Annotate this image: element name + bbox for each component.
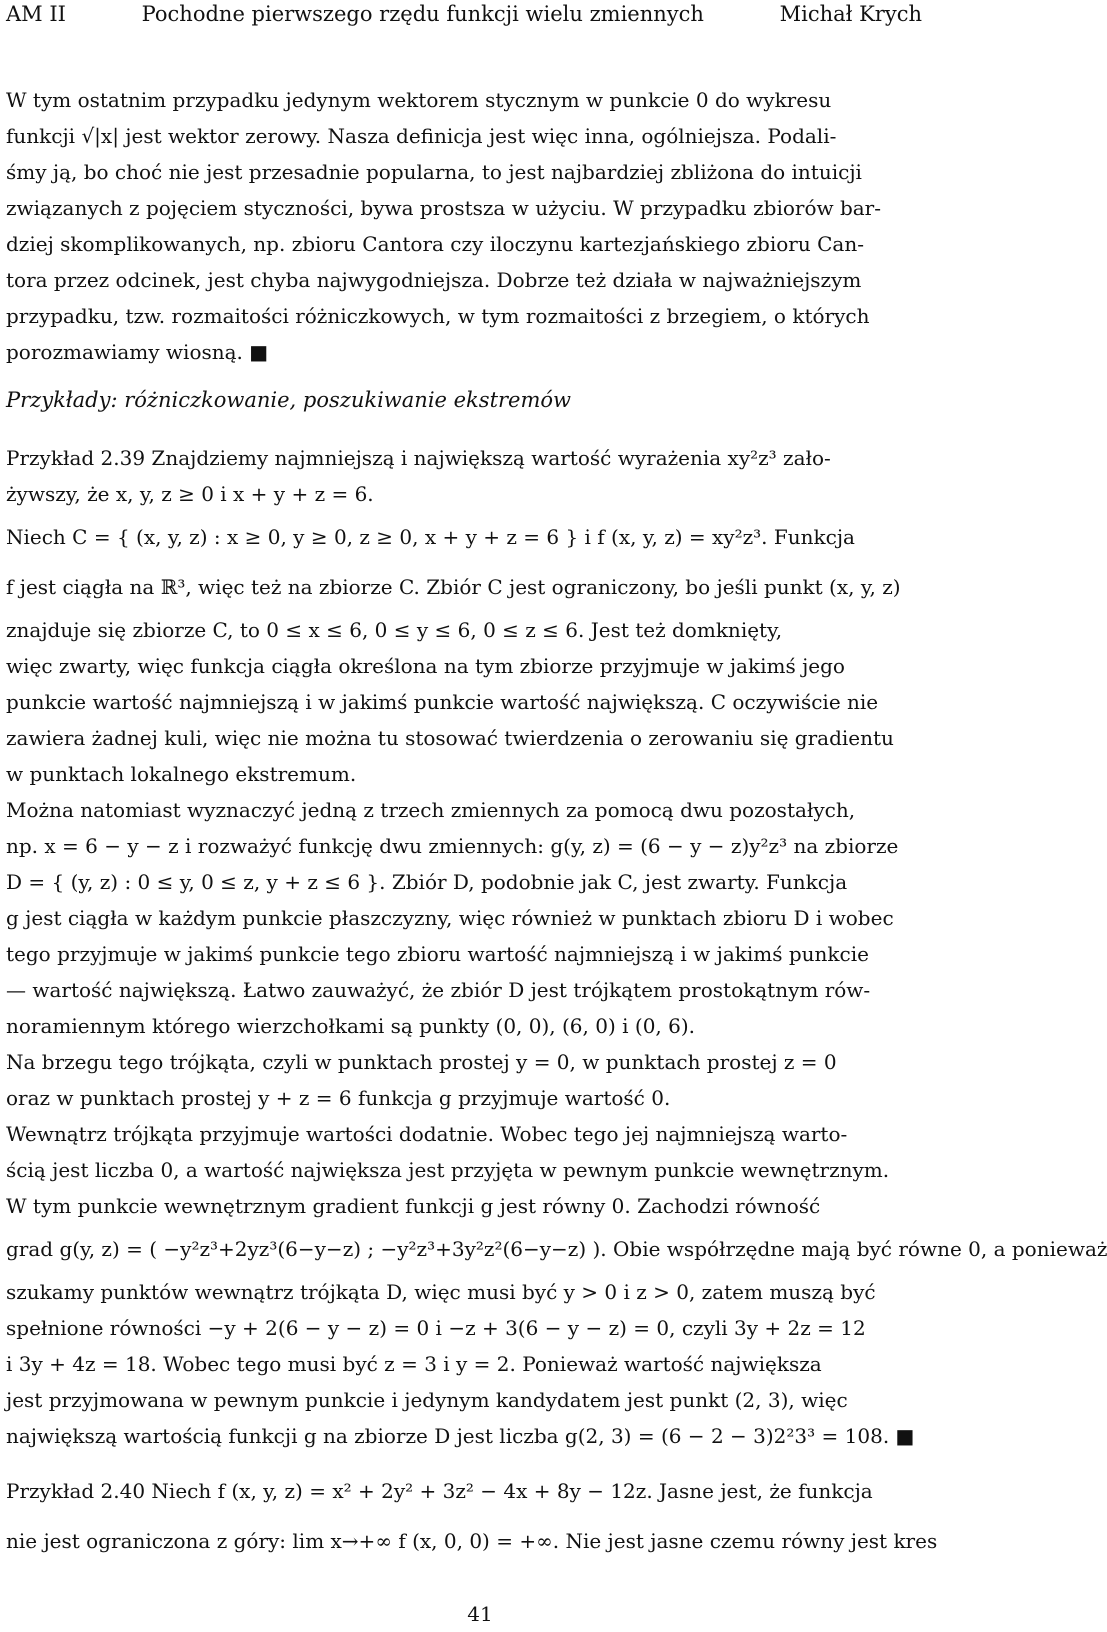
text-line: szukamy punktów wewnątrz trójkąta D, więc musi być y > 0 i z > 0, zatem muszą być [6,1280,876,1304]
text-line: w punktach lokalnego ekstremum. [6,762,357,786]
example-2-40 [6,1466,938,1566]
section-subheading: Przykłady: różniczkowanie, poszukiwanie ekstremów [6,388,572,412]
text-line: W tym ostatnim przypadku jedynym wektorem stycznym w punkcie 0 do wykresu [6,88,832,112]
text-line: noramiennym którego wierzchołkami są punkty (0, 0), (6, 0) i (0, 6). [6,1014,696,1038]
text-line: największą wartością funkcji g na zbiorze D jest liczba g(2, 3) = (6 − 2 − 3)2²3³ = 108. ■ [6,1424,915,1448]
text-line: jest przyjmowana w pewnym punkcie i jedynym kandydatem jest punkt (2, 3), więc [6,1388,848,1412]
text-line: Przykład 2.40 Niech f (x, y, z) = x² + 2y² + 3z² − 4x + 8y − 12z. Jasne jest, że funkcja [6,1479,873,1503]
course-label: AM II [6,2,66,26]
text-line: porozmawiamy wiosną. ■ [6,340,269,364]
text-line: śmy ją, bo choć nie jest przesadnie popularna, to jest najbardziej zbliżona do intuicji [6,160,862,184]
text-line: żywszy, że x, y, z ≥ 0 i x + y + z = 6. [6,482,374,506]
text-line: znajduje się zbiorze C, to 0 ≤ x ≤ 6, 0 ≤ y ≤ 6, 0 ≤ z ≤ 6. Jest też domknięty, [6,618,783,642]
text-line: g jest ciągła w każdym punkcie płaszczyzny, więc również w punktach zbioru D i wobec [6,906,894,930]
text-line: W tym punkcie wewnętrznym gradient funkcji g jest równy 0. Zachodzi równość [6,1194,821,1218]
text-line: punkcie wartość najmniejszą i w jakimś punkcie wartość największą. C oczywiście nie [6,690,879,714]
text-line: tora przez odcinek, jest chyba najwygodniejsza. Dobrze też działa w najważniejszym [6,268,862,292]
author-name: Michał Krych [779,2,922,26]
text-line: dziej skomplikowanych, np. zbioru Cantora czy iloczynu kartezjańskiego zbioru Can- [6,232,864,256]
text-line: Na brzegu tego trójkąta, czyli w punktach prostej y = 0, w punktach prostej z = 0 [6,1050,837,1074]
chapter-title: Pochodne pierwszego rzędu funkcji wielu zmiennych [141,2,704,26]
text-line: D = { (y, z) : 0 ≤ y, 0 ≤ z, y + z ≤ 6 }. Zbiór D, podobnie jak C, jest zwarty. Funkcja [6,870,848,894]
text-line: więc zwarty, więc funkcja ciągła określona na tym zbiorze przyjmuje w jakimś jego [6,654,845,678]
text-line: Niech C = { (x, y, z) : x ≥ 0, y ≥ 0, z ≥ 0, x + y + z = 6 } i f (x, y, z) = xy²z³. Funkcja [6,525,855,549]
intro-paragraph [6,82,922,370]
text-line: Wewnątrz trójkąta przyjmuje wartości dodatnie. Wobec tego jej najmniejszą warto- [6,1122,848,1146]
text-line: np. x = 6 − y − z i rozważyć funkcję dwu zmiennych: g(y, z) = (6 − y − z)y²z³ na zbiorze [6,834,899,858]
page-body [6,82,1107,1566]
page-number: 41 [467,1602,493,1626]
text-line: zawiera żadnej kuli, więc nie można tu stosować twierdzenia o zerowaniu się gradientu [6,726,894,750]
text-line: związanych z pojęciem styczności, bywa prostsza w użyciu. W przypadku zbiorów bar- [6,196,881,220]
text-line: — wartość największą. Łatwo zauważyć, że zbiór D jest trójkątem prostokątnym rów- [6,978,871,1002]
text-line: i 3y + 4z = 18. Wobec tego musi być z = 3 i y = 2. Ponieważ wartość największa [6,1352,822,1376]
text-line: ścią jest liczba 0, a wartość największa jest przyjęta w pewnym punkcie wewnętrznym. [6,1158,890,1182]
running-header [6,2,922,36]
text-line: przypadku, tzw. rozmaitości różniczkowych, w tym rozmaitości z brzegiem, o których [6,304,870,328]
text-line: spełnione równości −y + 2(6 − y − z) = 0 i −z + 3(6 − y − z) = 0, czyli 3y + 2z = 12 [6,1316,866,1340]
text-line: nie jest ograniczona z góry: lim x→+∞ f (x, 0, 0) = +∞. Nie jest jasne czemu równy jest kres [6,1529,938,1553]
text-line: oraz w punktach prostej y + z = 6 funkcja g przyjmuje wartość 0. [6,1086,671,1110]
text-line: tego przyjmuje w jakimś punkcie tego zbioru wartość najmniejszą i w jakimś punkcie [6,942,869,966]
text-line: funkcji √|x| jest wektor zerowy. Nasza definicja jest więc inna, ogólniejsza. Podali- [6,124,837,148]
text-line: grad g(y, z) = ( −y²z³+2yz³(6−y−z) ; −y²z³+3y²z²(6−y−z) ). Obie współrzędne mają być równe 0, a ponieważ [6,1237,1107,1261]
text-line: f jest ciągła na ℝ³, więc też na zbiorze C. Zbiór C jest ograniczony, bo jeśli punkt (x, y, z) [6,575,901,599]
text-line: Można natomiast wyznaczyć jedną z trzech zmiennych za pomocą dwu pozostałych, [6,798,856,822]
text-line: Przykład 2.39 Znajdziemy najmniejszą i największą wartość wyrażenia xy²z³ zało- [6,446,831,470]
example-2-39 [6,440,1107,1454]
